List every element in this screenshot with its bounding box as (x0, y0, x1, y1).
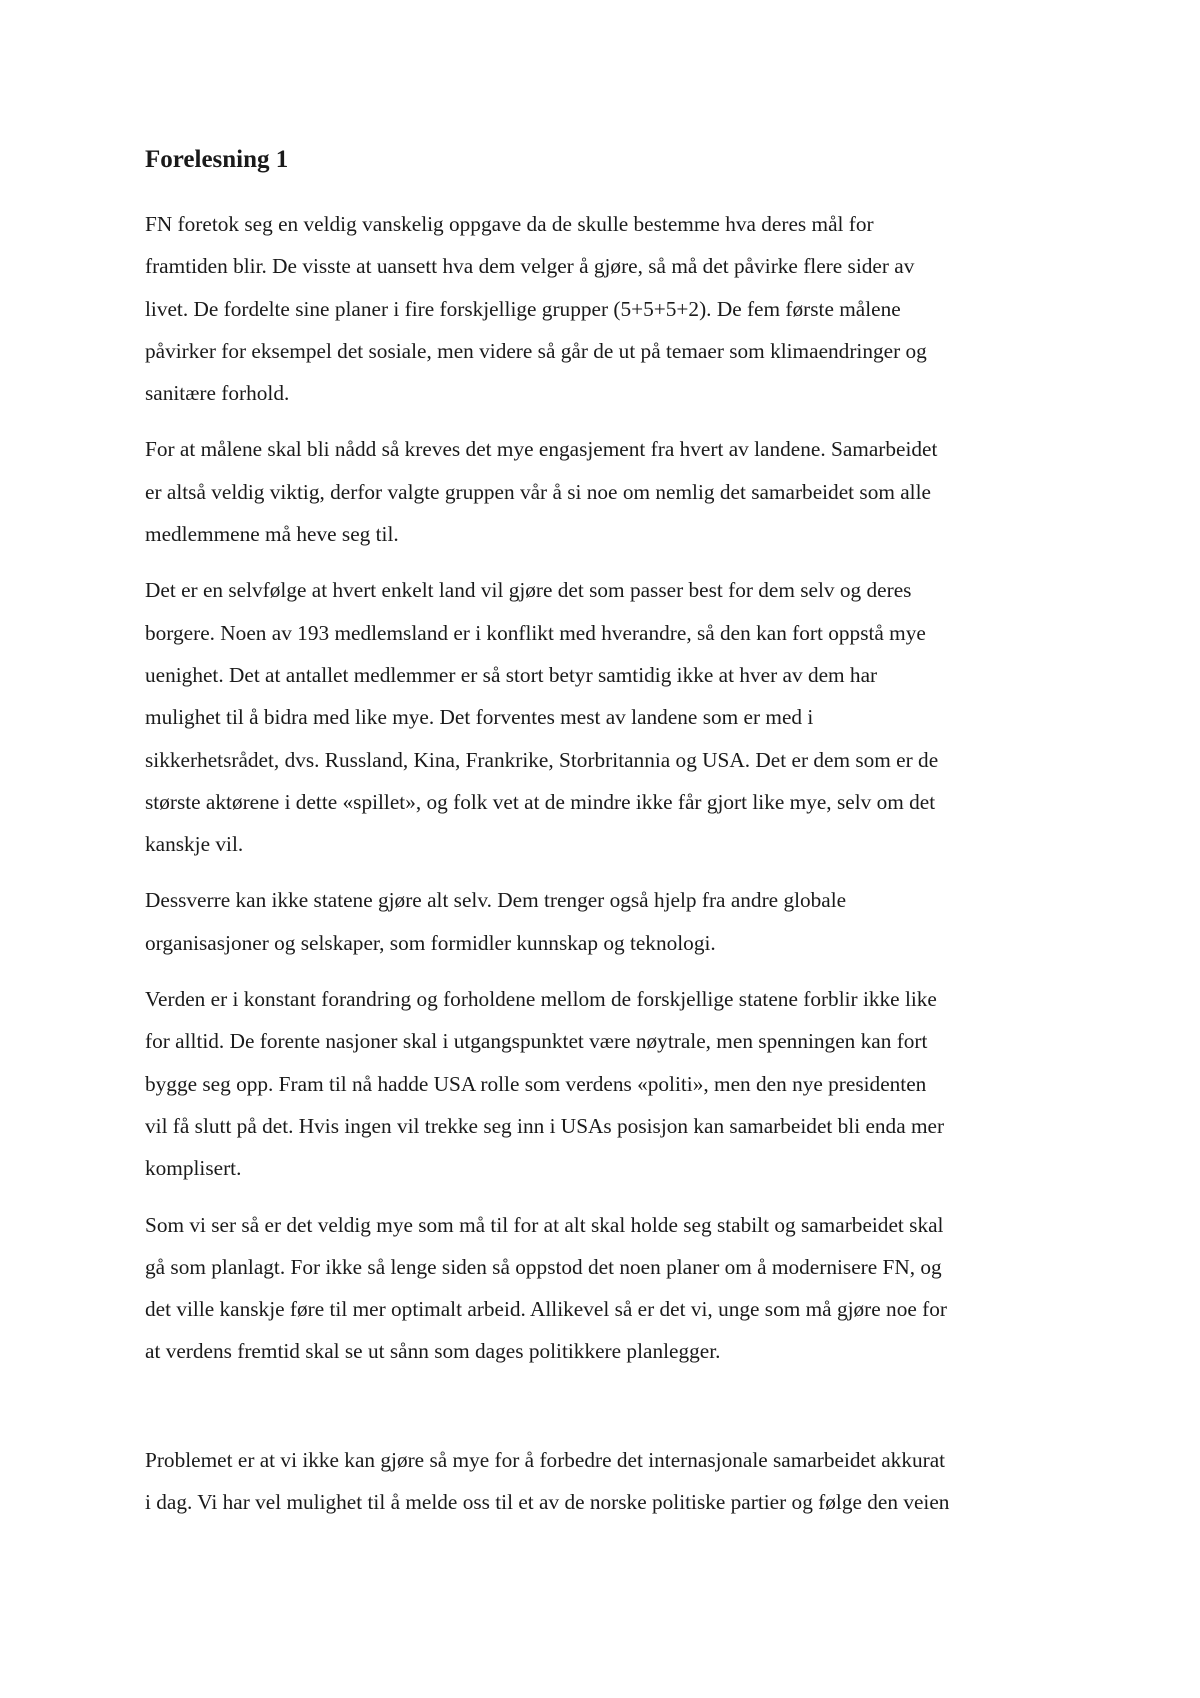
text-line: for alltid. De forente nasjoner skal i utgangspunktet være nøytrale, men spenningen kan fort (145, 1029, 928, 1054)
paragraph-1 (145, 203, 1070, 414)
text-line: gå som planlagt. For ikke så lenge siden så oppstod det noen planer om å modernisere FN, og (145, 1254, 942, 1279)
paragraph-4 (145, 879, 1070, 964)
text-line: medlemmene må heve seg til. (145, 522, 399, 547)
text-line: største aktørene i dette «spillet», og folk vet at de mindre ikke får gjort like mye, selv om det (145, 789, 936, 814)
paragraph-6 (145, 1204, 1070, 1373)
paragraph-5 (145, 978, 1070, 1189)
text-line: Det er en selvfølge at hvert enkelt land vil gjøre det som passer best for dem selv og deres (145, 578, 912, 603)
text-line: framtiden blir. De visste at uansett hva dem velger å gjøre, så må det påvirke flere sider av (145, 254, 915, 279)
text-line: komplisert. (145, 1156, 242, 1181)
text-line: FN foretok seg en veldig vanskelig oppgave da de skulle bestemme hva deres mål for (145, 212, 874, 236)
text-line: borgere. Noen av 193 medlemsland er i konflikt med hverandre, så den kan fort oppstå mye (145, 620, 926, 645)
paragraph-2 (145, 428, 1070, 555)
text-line: kanskje vil. (145, 832, 244, 857)
text-line: påvirker for eksempel det sosiale, men videre så går de ut på temaer som klimaendringer og (145, 338, 927, 363)
text-line: er altså veldig viktig, derfor valgte gruppen vår å si noe om nemlig det samarbeidet som alle (145, 479, 931, 504)
text-line: livet. De fordelte sine planer i fire forskjellige grupper (5+5+5+2). De fem første målene (145, 296, 901, 321)
text-line: mulighet til å bidra med like mye. Det forventes mest av landene som er med i (145, 705, 814, 730)
text-line: sanitære forhold. (145, 381, 290, 406)
text-line: Problemet er at vi ikke kan gjøre så mye for å forbedre det internasjonale samarbeidet akkurat (145, 1447, 946, 1472)
paragraph-7 (145, 1439, 1070, 1524)
document-title: Forelesning 1 (145, 146, 289, 173)
paragraph-3 (145, 569, 1070, 865)
text-line: uenighet. Det at antallet medlemmer er så stort betyr samtidig ikke at hver av dem har (145, 662, 878, 687)
blank-line (145, 1387, 1070, 1439)
text-line: Dessverre kan ikke statene gjøre alt selv. Dem trenger også hjelp fra andre globale (145, 888, 847, 913)
text-line: Verden er i konstant forandring og forholdene mellom de forskjellige statene forblir ikke like (145, 987, 937, 1012)
text-line: bygge seg opp. Fram til nå hadde USA rolle som verdens «politi», men den nye presidenten (145, 1071, 927, 1096)
text-line: Som vi ser så er det veldig mye som må til for at alt skal holde seg stabilt og samarbeidet skal (145, 1212, 944, 1237)
text-line: sikkerhetsrådet, dvs. Russland, Kina, Frankrike, Storbritannia og USA. Det er dem som er de (145, 747, 939, 772)
text-line: vil få slutt på det. Hvis ingen vil trekke seg inn i USAs posisjon kan samarbeidet bli enda mer (145, 1113, 945, 1138)
document-body (145, 140, 1070, 1537)
text-line: organisasjoner og selskaper, som formidler kunnskap og teknologi. (145, 930, 716, 955)
text-line: det ville kanskje føre til mer optimalt arbeid. Allikevel så er det vi, unge som må gjøre noe for (145, 1297, 947, 1322)
text-line: i dag. Vi har vel mulighet til å melde oss til et av de norske politiske partier og følge den veien (145, 1490, 950, 1515)
text-line: For at målene skal bli nådd så kreves det mye engasjement fra hvert av landene. Samarbeidet (145, 437, 938, 462)
text-line: at verdens fremtid skal se ut sånn som dages politikkere planlegger. (145, 1339, 721, 1364)
